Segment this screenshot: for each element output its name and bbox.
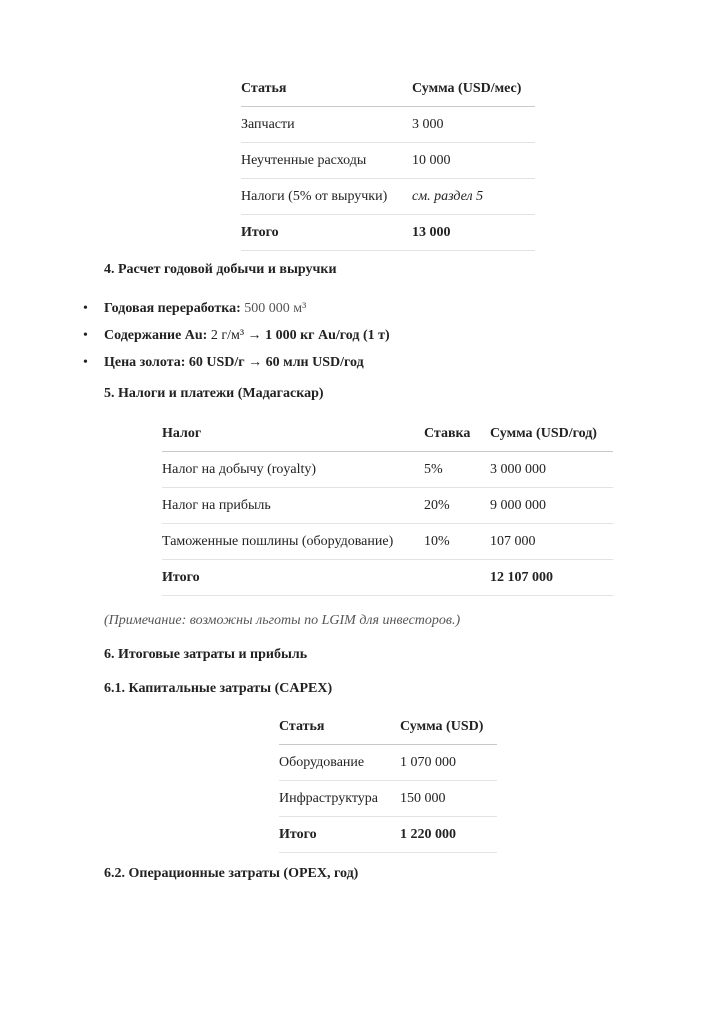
table-total-row bbox=[279, 817, 497, 853]
table-row bbox=[162, 524, 613, 560]
section-6-1-heading: 6.1. Капитальные затраты (CAPEX) bbox=[104, 681, 333, 696]
capex-table bbox=[279, 709, 497, 853]
cell-total-amount: 1 220 000 bbox=[400, 817, 497, 853]
cell-item: Налоги (5% от выручки) bbox=[241, 179, 412, 215]
list-item bbox=[83, 322, 390, 349]
bullet-strong: 1 000 кг Au/год (1 т) bbox=[265, 328, 390, 343]
column-header-rate: Ставка bbox=[424, 416, 490, 452]
cell-amount: см. раздел 5 bbox=[412, 179, 535, 215]
section-5-heading: 5. Налоги и платежи (Мадагаскар) bbox=[104, 386, 324, 401]
section-6-2-heading: 6.2. Операционные затраты (OPEX, год) bbox=[104, 866, 359, 881]
column-header-amount: Сумма (USD/год) bbox=[490, 416, 613, 452]
cell-tax: Налог на добычу (royalty) bbox=[162, 452, 424, 488]
cell-item: Неучтенные расходы bbox=[241, 143, 412, 179]
column-header-amount: Сумма (USD/мес) bbox=[412, 71, 535, 107]
cell-rate: 20% bbox=[424, 488, 490, 524]
bullet-label: Цена золота: 60 USD/г → 60 млн USD/год bbox=[104, 355, 364, 370]
cell-amount: 150 000 bbox=[400, 781, 497, 817]
bullet-value: 2 г/м³ → bbox=[207, 328, 266, 343]
section-6-heading: 6. Итоговые затраты и прибыль bbox=[104, 647, 308, 662]
cell-amount: 1 070 000 bbox=[400, 745, 497, 781]
cell-amount: 107 000 bbox=[490, 524, 613, 560]
bullet-icon: • bbox=[83, 328, 88, 343]
table-row bbox=[241, 179, 535, 215]
column-header-amount: Сумма (USD) bbox=[400, 709, 497, 745]
tax-note: (Примечание: возможны льготы по LGIM для инвесторов.) bbox=[104, 613, 461, 628]
cell-total-amount: 12 107 000 bbox=[490, 560, 613, 596]
table-row bbox=[279, 745, 497, 781]
cell-total-label: Итого bbox=[162, 560, 424, 596]
cell-rate: 5% bbox=[424, 452, 490, 488]
list-item bbox=[83, 295, 390, 322]
bullet-label: Содержание Au: bbox=[104, 328, 208, 343]
table-row bbox=[241, 143, 535, 179]
column-header-item: Статья bbox=[241, 71, 412, 107]
cell-item: Инфраструктура bbox=[279, 781, 400, 817]
section-4-heading: 4. Расчет годовой добычи и выручки bbox=[104, 262, 337, 277]
cell-tax: Таможенные пошлины (оборудование) bbox=[162, 524, 424, 560]
cell-amount: 10 000 bbox=[412, 143, 535, 179]
bullet-value: 500 000 м³ bbox=[240, 301, 307, 316]
cell-item: Запчасти bbox=[241, 107, 412, 143]
cell-amount: 3 000 000 bbox=[490, 452, 613, 488]
list-item bbox=[83, 349, 390, 376]
cell-total-label: Итого bbox=[241, 215, 412, 251]
taxes-table bbox=[162, 416, 613, 596]
cell-amount: 3 000 bbox=[412, 107, 535, 143]
cell-rate: 10% bbox=[424, 524, 490, 560]
cell-tax: Налог на прибыль bbox=[162, 488, 424, 524]
table-total-row bbox=[162, 560, 613, 596]
table-row bbox=[241, 107, 535, 143]
cell-total-label: Итого bbox=[279, 817, 400, 853]
table-header-row bbox=[162, 416, 613, 452]
column-header-item: Статья bbox=[279, 709, 400, 745]
section-4-bullets bbox=[83, 295, 390, 376]
bullet-icon: • bbox=[83, 301, 88, 316]
cell-total-rate bbox=[424, 560, 490, 596]
table-header-row bbox=[279, 709, 497, 745]
table-row bbox=[162, 488, 613, 524]
table-row bbox=[279, 781, 497, 817]
cell-item: Оборудование bbox=[279, 745, 400, 781]
expenses-table bbox=[241, 71, 535, 251]
bullet-icon: • bbox=[83, 355, 88, 370]
table-header-row bbox=[241, 71, 535, 107]
table-row bbox=[162, 452, 613, 488]
cell-amount: 9 000 000 bbox=[490, 488, 613, 524]
column-header-tax: Налог bbox=[162, 416, 424, 452]
bullet-label: Годовая переработка: bbox=[104, 301, 241, 316]
cell-total-amount: 13 000 bbox=[412, 215, 535, 251]
table-total-row bbox=[241, 215, 535, 251]
